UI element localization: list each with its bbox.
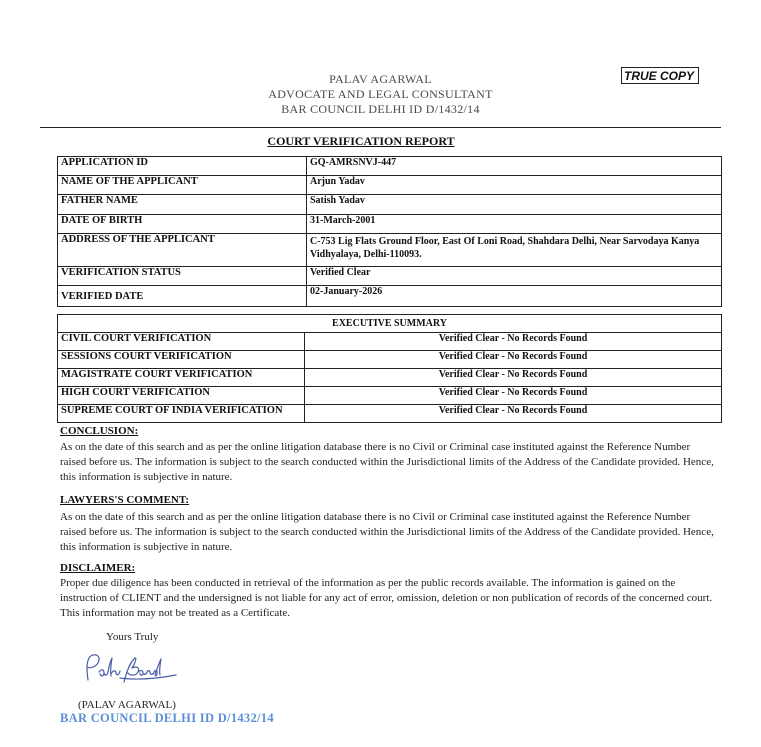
signatory-name: (PALAV AGARWAL) <box>78 699 176 711</box>
table-row <box>58 405 722 423</box>
info-label: VERIFICATION STATUS <box>58 267 307 286</box>
summary-value: Verified Clear - No Records Found <box>305 387 722 405</box>
info-value: Satish Yadav <box>307 195 722 215</box>
true-copy-stamp: TRUE COPY <box>621 67 699 84</box>
info-label: NAME OF THE APPLICANT <box>58 176 307 195</box>
header-divider <box>40 127 721 128</box>
closing-salutation: Yours Truly <box>106 631 159 643</box>
conclusion-heading: CONCLUSION: <box>60 425 139 437</box>
advocate-designation: ADVOCATE AND LEGAL CONSULTANT <box>268 87 493 101</box>
table-row <box>58 157 722 176</box>
table-row <box>58 215 722 234</box>
info-value: Arjun Yadav <box>307 176 722 195</box>
report-title: COURT VERIFICATION REPORT <box>267 134 455 148</box>
handwritten-signature <box>80 650 180 690</box>
summary-value: Verified Clear - No Records Found <box>305 333 722 351</box>
table-row <box>58 369 722 387</box>
table-row <box>58 234 722 267</box>
summary-label: HIGH COURT VERIFICATION <box>58 387 305 405</box>
summary-label: MAGISTRATE COURT VERIFICATION <box>58 369 305 387</box>
summary-label: CIVIL COURT VERIFICATION <box>58 333 305 351</box>
table-row <box>58 387 722 405</box>
table-row <box>58 176 722 195</box>
disclaimer-heading: DISCLAIMER: <box>60 562 136 574</box>
info-value: GQ-AMRSNVJ-447 <box>307 157 722 176</box>
summary-value: Verified Clear - No Records Found <box>305 405 722 423</box>
advocate-bar-id: BAR COUNCIL DELHI ID D/1432/14 <box>281 102 480 116</box>
table-row <box>58 286 722 307</box>
summary-value: Verified Clear - No Records Found <box>305 351 722 369</box>
summary-label: SESSIONS COURT VERIFICATION <box>58 351 305 369</box>
lawyers-comment-heading: LAWYERS'S COMMENT: <box>60 494 190 506</box>
table-row <box>58 267 722 286</box>
conclusion-text: As on the date of this search and as per the online litigation database there is no Civil or Criminal case instituted against the Reference Number raised before us. The information is subject to the search conducted within the Jurisdictional limits of the Address of the Candidate provided. Hence, this information is subjective in nature. <box>60 441 714 483</box>
table-row <box>58 333 722 351</box>
table-row <box>58 195 722 215</box>
info-label: ADDRESS OF THE APPLICANT <box>58 234 307 267</box>
footer-bar-id: BAR COUNCIL DELHI ID D/1432/14 <box>60 711 274 725</box>
info-label: VERIFIED DATE <box>58 286 307 307</box>
info-value: 02-January-2026 <box>307 286 722 307</box>
table-row <box>58 315 722 333</box>
info-value: C-753 Lig Flats Ground Floor, East Of Loni Road, Shahdara Delhi, Near Sarvodaya Kanya Vidhyalaya, Delhi-110093. <box>307 234 722 267</box>
table-row <box>58 351 722 369</box>
info-value: 31-March-2001 <box>307 215 722 234</box>
advocate-name: PALAV AGARWAL <box>329 72 432 86</box>
disclaimer-text: Proper due diligence has been conducted in retrieval of the information as per the public records available. The information is gained on the instruction of CLIENT and the undersigned is not liable for any act of error, omission, deletion or non publication of records of the concerned court. This information may not be treated as a Certificate. <box>60 577 713 619</box>
info-label: APPLICATION ID <box>58 157 307 176</box>
executive-summary-heading: EXECUTIVE SUMMARY <box>58 315 722 333</box>
info-label: DATE OF BIRTH <box>58 215 307 234</box>
executive-summary-table <box>57 314 722 423</box>
info-label: FATHER NAME <box>58 195 307 215</box>
applicant-info-table <box>57 156 722 307</box>
summary-value: Verified Clear - No Records Found <box>305 369 722 387</box>
summary-label: SUPREME COURT OF INDIA VERIFICATION <box>58 405 305 423</box>
info-value: Verified Clear <box>307 267 722 286</box>
lawyers-comment-text: As on the date of this search and as per the online litigation database there is no Civil or Criminal case instituted against the Reference Number raised before us. The information is subject to the search conducted within the Jurisdictional limits of the Address of the Candidate provided. Hence, this information is subjective in nature. <box>60 511 714 553</box>
